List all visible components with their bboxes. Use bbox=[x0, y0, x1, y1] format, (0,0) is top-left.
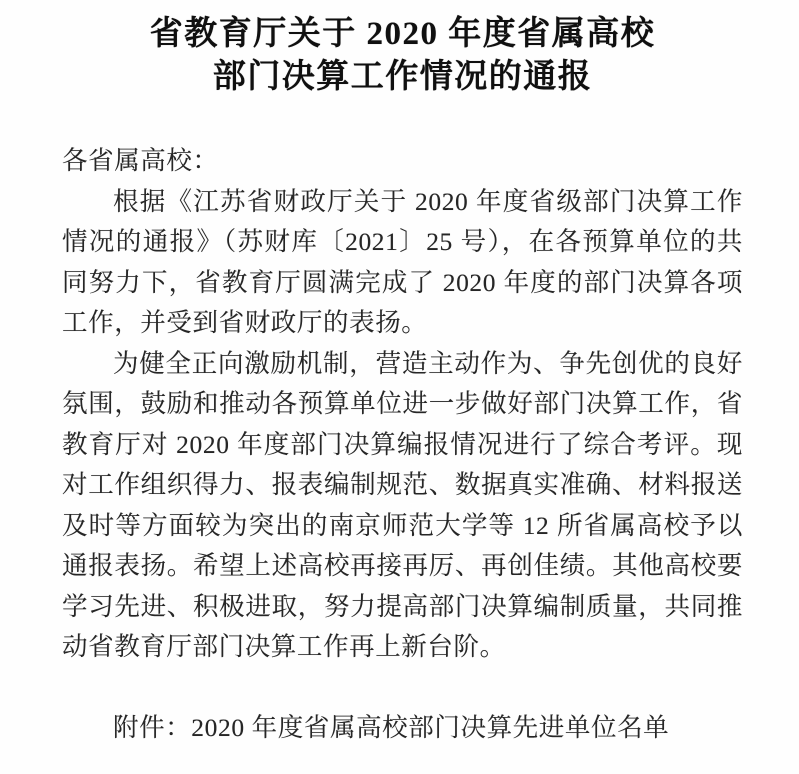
paragraph-basis: 根据《江苏省财政厅关于 2020 年度省级部门决算工作情况的通报》（苏财库〔2021〕25 号），在各预算单位的共同努力下，省教育厅圆满完成了 2020 年度的部门决算各项工作，并受到省财政厅的表扬。 bbox=[62, 186, 743, 337]
document-title bbox=[62, 13, 743, 99]
attachment-note: 附件：2020 年度省属高校部门决算先进单位名单 bbox=[113, 713, 670, 742]
paragraph-commendation: 为健全正向激励机制，营造主动作为、争先创优的良好氛围，鼓励和推动各预算单位进一步做好部门决算工作，省教育厅对 2020 年度部门决算编报情况进行了综合考评。现对工作组织得力、报表编制规范、数据真实准确、材料报送及时等方面较为突出的南京师范大学等 12 所省属高校予以通报表扬。希望上述高校再接再厉、再创佳绩。其他高校要学习先进、积极进取，努力提高部门决算编制质量，共同推动省教育厅部门决算工作再上新台阶。 bbox=[62, 348, 743, 661]
document-body bbox=[62, 141, 743, 749]
salutation-line: 各省属高校： bbox=[62, 146, 219, 175]
document-title-line2: 部门决算工作情况的通报 bbox=[212, 59, 593, 95]
document-title-line1: 省教育厅关于 2020 年度省属高校 bbox=[149, 16, 656, 52]
